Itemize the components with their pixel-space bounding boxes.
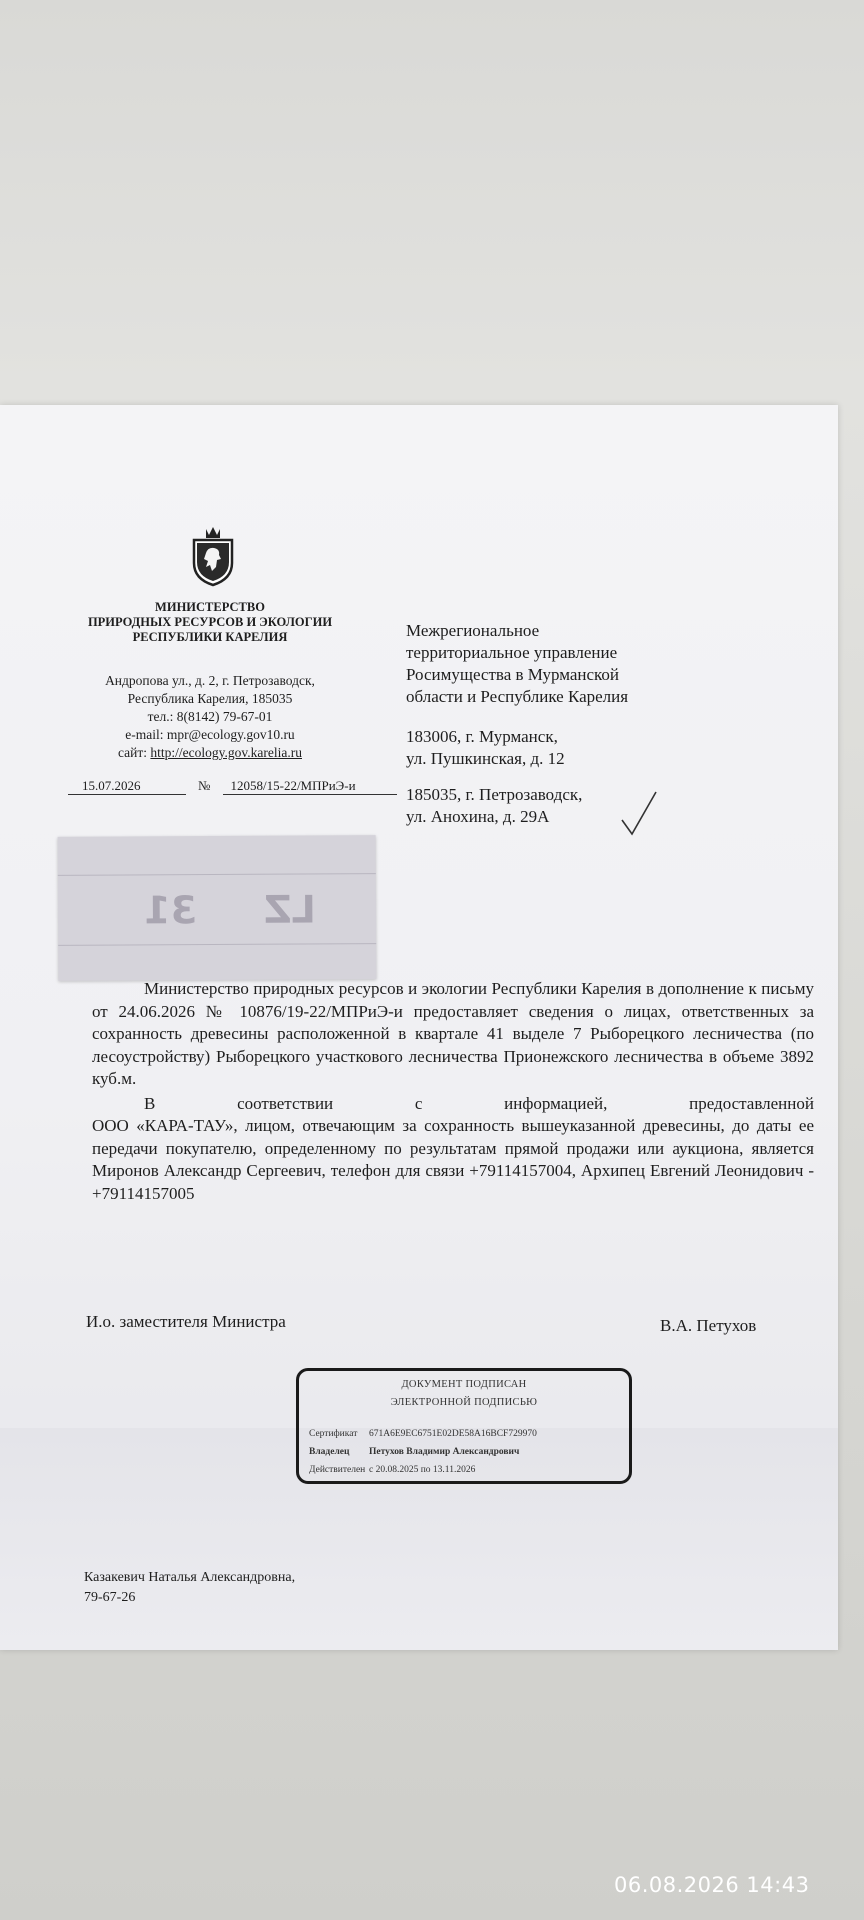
sticker-mirrored-mark: LZ bbox=[263, 887, 316, 932]
executor-name: Казакевич Наталья Александровна, bbox=[84, 1570, 296, 1585]
sticker-mirrored-mark-2: 31 bbox=[143, 888, 198, 933]
recipient-line-3: Росимущества в Мурманской bbox=[406, 665, 620, 684]
sticky-note bbox=[58, 835, 377, 981]
stamp-line-2: ЭЛЕКТРОННОЙ ПОДПИСЬЮ bbox=[390, 1397, 538, 1408]
stamp-valid-value: с 20.08.2025 по 13.11.2026 bbox=[369, 1465, 476, 1475]
recipient-address2-line1: 185035, г. Петрозаводск, bbox=[406, 785, 583, 804]
photo-timestamp: 06.08.2026 14:43 bbox=[614, 1873, 810, 1897]
ministry-line-3: РЕСПУБЛИКИ КАРЕЛИЯ bbox=[132, 630, 288, 644]
site-link[interactable]: http://ecology.gov.karelia.ru bbox=[150, 745, 302, 760]
electronic-signature-stamp bbox=[296, 1368, 632, 1484]
recipient-address1-line1: 183006, г. Мурманск, bbox=[406, 727, 558, 746]
stamp-owner-row bbox=[309, 1447, 519, 1457]
reg-date: 15.07.2026 bbox=[68, 778, 186, 795]
executor-phone: 79-67-26 bbox=[84, 1590, 136, 1605]
stamp-cert-label: Сертификат bbox=[309, 1429, 358, 1439]
site-label: сайт: bbox=[118, 745, 151, 760]
ministry-line-2: ПРИРОДНЫХ РЕСУРСОВ И ЭКОЛОГИИ bbox=[87, 615, 333, 629]
ministry-name bbox=[60, 600, 360, 645]
p2-word-1: В bbox=[144, 1093, 156, 1113]
recipient-address1-line2: ул. Пушкинская, д. 12 bbox=[406, 749, 565, 768]
ministry-contacts bbox=[60, 672, 360, 762]
body-paragraph-2 bbox=[92, 1093, 814, 1206]
body-paragraph-1: Министерство природных ресурсов и экологии Республики Карелия в дополнение к письму от 24.06.2026 № 10876/19-22/МПРиЭ-и предоставляет сведения о лицах, ответственных за сохранность древесины расположенной в квартале 41 выделе 7 Рыборецкого лесничества (по лесоустройству) Рыборецкого участкового лесничества Прионежского лесничества в объеме 3892 куб.м. bbox=[92, 979, 814, 1088]
p2-word-5: предоставленной bbox=[689, 1093, 814, 1113]
p2-word-2: соответствии bbox=[237, 1093, 334, 1113]
signer-name: В.А. Петухов bbox=[660, 1316, 757, 1335]
stamp-line-1: ДОКУМЕНТ ПОДПИСАН bbox=[401, 1379, 527, 1390]
recipient-line-2: территориальное управление bbox=[406, 643, 618, 662]
reg-no-label: № bbox=[198, 778, 211, 793]
ministry-line-1: МИНИСТЕРСТВО bbox=[155, 600, 265, 614]
recipient-line-4: области и Республике Карелия bbox=[406, 687, 629, 706]
p2-rest: ООО «КАРА-ТАУ», лицом, отвечающим за сохранность вышеуказанной древесины, до даты ее передачи покупателю, определенному по результатам прямой продажи или аукциона, является Миронов Александр Сергеевич, телефон для связи +79114157004, Архипец Евгений Леонидович - +79114157005 bbox=[92, 1116, 814, 1203]
recipient-address2-line2: ул. Анохина, д. 29А bbox=[406, 807, 550, 826]
site bbox=[60, 744, 360, 762]
recipient-line-1: Межрегиональное bbox=[406, 621, 540, 640]
recipient-block bbox=[406, 620, 726, 828]
stamp-owner-label: Владелец bbox=[309, 1447, 350, 1457]
karelia-emblem-icon bbox=[190, 525, 236, 587]
reg-number: 12058/15-22/МПРиЭ-и bbox=[223, 778, 397, 795]
stamp-owner-value: Петухов Владимир Александрович bbox=[369, 1447, 520, 1457]
stamp-valid-label: Действителен bbox=[309, 1465, 366, 1475]
executor-block bbox=[84, 1568, 295, 1608]
letter-body bbox=[92, 978, 814, 1205]
signer-title: И.о. заместителя Министра bbox=[86, 1312, 286, 1331]
address-line-2: Республика Карелия, 185035 bbox=[127, 691, 293, 706]
email: e-mail: mpr@ecology.gov10.ru bbox=[125, 727, 295, 742]
address-line-1: Андропова ул., д. 2, г. Петрозаводск, bbox=[105, 673, 315, 688]
stamp-valid-row bbox=[309, 1465, 475, 1475]
registration-line bbox=[68, 778, 408, 795]
checkmark-icon bbox=[620, 790, 660, 840]
p2-word-4: информацией, bbox=[504, 1093, 608, 1113]
phone: тел.: 8(8142) 79-67-01 bbox=[147, 709, 273, 724]
p2-word-3: с bbox=[414, 1093, 423, 1113]
stamp-cert-row bbox=[309, 1429, 537, 1439]
stamp-cert-value: 671A6E9EC6751E02DE58A16BCF729970 bbox=[369, 1429, 537, 1439]
